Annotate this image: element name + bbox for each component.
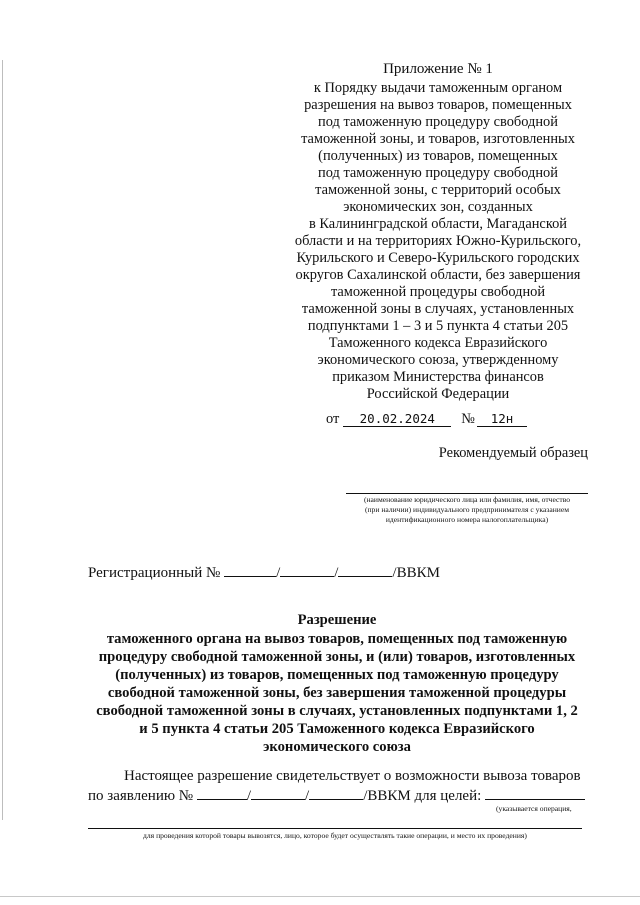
appendix-line: округов Сахалинской области, без завершения	[295, 267, 581, 283]
appendix-line: Курильского и Северо-Курильского городских	[296, 250, 580, 266]
permit-title-line: свободной таможенной зоны в случаях, установленных подпунктами 1, 2	[96, 703, 578, 719]
application-label: по заявлению №	[88, 788, 194, 804]
application-suffix: /ВВКМ для целей:	[363, 788, 482, 804]
body-line-1: Настоящее разрешение свидетельствует о возможности вывоза товаров	[124, 768, 581, 784]
appendix-line: таможенной зоны, с территорий особых	[315, 182, 561, 198]
registration-field-3[interactable]	[338, 562, 392, 577]
registration-suffix: /ВВКМ	[392, 565, 440, 581]
order-number: 12н	[477, 411, 527, 427]
order-reference	[326, 410, 527, 428]
application-separator: /	[305, 788, 310, 804]
permit-body	[88, 767, 588, 805]
registration-field-1[interactable]	[224, 562, 276, 577]
appendix-line: разрешения на вывоз товаров, помещенных	[304, 97, 572, 113]
appendix-line: таможенной зоны, и товаров, изготовленных	[301, 131, 575, 147]
application-field-3[interactable]	[309, 785, 363, 800]
scan-bottom-edge	[0, 896, 640, 897]
registration-separator: /	[334, 565, 339, 581]
purpose-caption: (указывается операция,	[496, 804, 572, 813]
purpose-continuation-caption: для проведения которой товары вывозятся, лицо, которое будет осуществлять такие операции, и место их проведения)	[143, 831, 527, 840]
appendix-line: под таможенную процедуру свободной	[318, 114, 558, 130]
appendix-line: в Калининградской области, Магаданской	[309, 216, 567, 232]
permit-title-line: свободной таможенной зоны, без завершения таможенной процедуры	[107, 685, 567, 701]
body-line-2	[88, 785, 588, 805]
order-date: 20.02.2024	[343, 411, 451, 427]
registration-field-2[interactable]	[280, 562, 334, 577]
permit-title-line: процедуру свободной таможенной зоны, и (или) товаров, изготовленных	[98, 649, 576, 665]
appendix-line: подпунктами 1 – 3 и 5 пункта 4 статьи 205	[307, 318, 569, 334]
appendix-line: экономических зон, созданных	[343, 199, 533, 215]
appendix-line: области и на территориях Южно-Курильского,	[294, 233, 582, 249]
application-field-2[interactable]	[251, 785, 305, 800]
permit-heading: Разрешение	[297, 612, 377, 628]
appendix-line: приказом Министерства финансов	[332, 369, 544, 385]
registration-number-row	[88, 562, 440, 583]
appendix-line: (полученных) из товаров, помещенных	[318, 148, 558, 164]
application-field-1[interactable]	[197, 785, 247, 800]
appendix-line: Таможенного кодекса Евразийского	[328, 335, 548, 351]
appendix-header	[268, 61, 608, 403]
permit-title-line: экономического союза	[263, 739, 411, 755]
order-number-label: №	[461, 411, 476, 427]
appendix-line: Российской Федерации	[366, 386, 510, 402]
appendix-line: под таможенную процедуру свободной	[318, 165, 558, 181]
registration-separator: /	[276, 565, 281, 581]
permit-title-line: и 5 пункта 4 статьи 205 Таможенного кодекса Евразийского	[139, 721, 535, 737]
appendix-line: таможенной зоны в случаях, установленных	[301, 301, 575, 317]
appendix-line: к Порядку выдачи таможенным органом	[313, 80, 563, 96]
appendix-title: Приложение № 1	[383, 61, 493, 77]
organization-caption-line: идентификационного номера налогоплательщика)	[385, 515, 549, 524]
appendix-line: таможенной процедуры свободной	[330, 284, 546, 300]
organization-caption-line: (при наличии) индивидуального предпринимателя с указанием	[364, 505, 570, 514]
order-from-label: от	[326, 411, 340, 427]
recommended-sample-label: Рекомендуемый образец	[438, 445, 588, 461]
registration-label: Регистрационный №	[88, 565, 221, 581]
scan-left-edge	[2, 60, 3, 820]
organization-name-line	[346, 493, 588, 494]
permit-title-line: (полученных) из товаров, помещенных под таможенную процедуру	[115, 667, 559, 683]
permit-title-line: таможенного органа на вывоз товаров, помещенных под таможенную	[106, 631, 568, 647]
organization-caption	[340, 495, 594, 525]
purpose-field[interactable]	[485, 785, 585, 800]
appendix-line: экономического союза, утвержденному	[317, 352, 559, 368]
purpose-continuation-line	[88, 828, 582, 829]
permit-title	[82, 611, 592, 756]
application-separator: /	[246, 788, 252, 804]
organization-caption-line: (наименование юридического лица или фамилия, имя, отчество	[363, 495, 571, 504]
